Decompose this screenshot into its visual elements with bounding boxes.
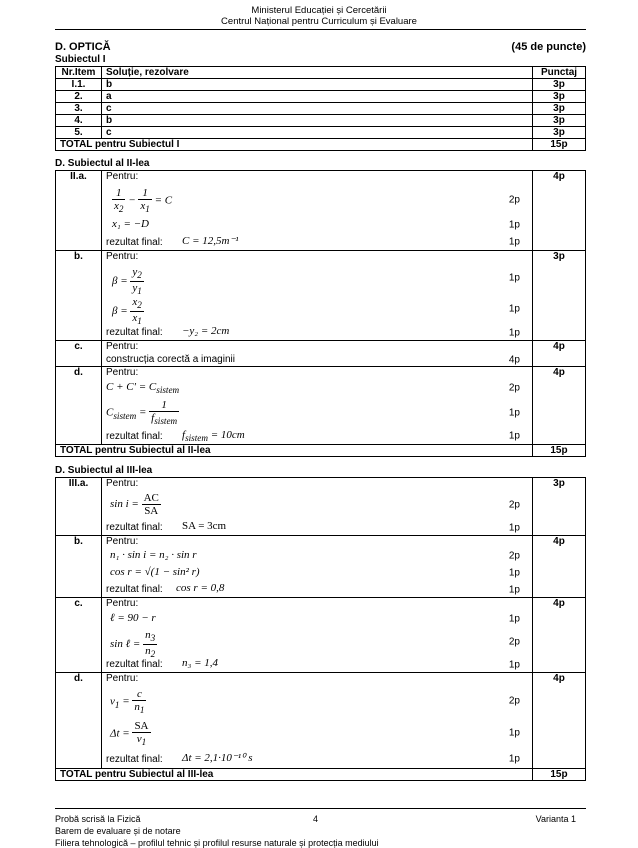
equation-line [106,548,528,564]
final-label: rezultat final: [106,237,163,248]
final-line [106,428,528,444]
equation-line: sin i = $\frac{AC}{SA}$ 2p [110,492,520,517]
section-points: (45 de puncte) [511,41,586,53]
intro-text: Pentru: [106,171,139,182]
line-points: 2p [508,695,520,707]
final-equation-rest: = 10cm [207,429,245,441]
item-points: 3p [533,251,586,341]
table-row [56,127,586,139]
line-points: 1p [508,584,520,595]
item-answer: c [102,127,533,139]
table-row [56,103,586,115]
final-line [106,749,528,768]
final-line [106,520,528,535]
intro-text: Pentru: [106,251,139,262]
table-row [56,171,586,251]
line-points: 1p [508,659,520,670]
final-label: rezultat final: [106,584,163,595]
line-points: 1p [508,303,520,315]
equation-text: ℓ = 90 − r [110,612,156,624]
item-number: 4. [56,115,102,127]
line-points: 1p [508,236,520,248]
table-row [56,367,586,445]
table-header-row [56,67,586,79]
final-subscript: sistem [185,433,208,444]
intro-text: Pentru: [106,536,139,547]
item-number: I.1. [56,79,102,91]
footer-exam-title: Probă scrisă la Fizică [55,814,141,824]
final-equation: f [182,429,186,441]
item-number: c. [56,341,102,367]
item-points: 3p [533,127,586,139]
item-points: 3p [533,103,586,115]
item-number: b. [56,251,102,341]
equation-line: sin ℓ = $\frac{n_3}{n_2}$ 2p [110,629,520,660]
item-points: 4p [533,171,586,251]
item-number: d. [56,367,102,445]
total-row [56,139,586,151]
total-points: 15p [533,445,586,457]
line-points: 1p [508,727,520,739]
item-answer: a [102,91,533,103]
solution-text: construcția corectă a imaginii [106,354,235,365]
item-number: III.a. [56,478,102,536]
text-line [106,353,528,366]
item-solution [102,251,533,341]
line-points: 1p [508,522,520,533]
equation-text: n₁ · sin i = n₂ · sin r [110,549,197,561]
table-row [56,115,586,127]
line-points: 1p [508,219,520,231]
section-title-text: D. OPTICĂ [55,41,111,53]
item-number: 5. [56,127,102,139]
header-ministry: Ministerul Educației și Cercetării [251,5,387,16]
subject3-table [55,477,586,781]
total-label: TOTAL pentru Subiectul I [56,139,533,151]
equation-line: $\frac{1}{x_2}$ − $\frac{1}{x_1}$ = C 2p [114,187,520,215]
item-solution [102,341,533,367]
item-answer: b [102,115,533,127]
final-label: rezultat final: [106,754,163,765]
item-solution [102,478,533,536]
equation-line: $C_{sistem}$ = $\frac{1}{f_{sistem}}$ 1p [106,399,520,427]
final-label: rezultat final: [106,327,163,338]
item-points: 4p [533,367,586,445]
final-line [106,234,528,250]
subject1-label: Subiectul I [55,54,106,65]
line-points: 2p [508,550,520,562]
item-solution [102,536,533,598]
line-points: 1p [508,430,520,442]
item-points: 3p [533,91,586,103]
footer-divider [55,808,586,809]
col-pts-header: Punctaj [533,67,586,79]
final-equation: cos r = 0,8 [176,582,225,594]
header-center: Centrul Național pentru Curriculum și Evaluare [221,16,417,27]
line-points: 2p [508,194,520,205]
final-equation: n₃ = 1,4 [182,657,218,669]
final-label: rezultat final: [106,659,163,670]
final-label: rezultat final: [106,431,163,442]
total-row [56,445,586,457]
final-equation: −y₂ = 2cm [182,325,230,337]
item-number: d. [56,673,102,769]
line-points: 1p [508,753,520,764]
item-number: 2. [56,91,102,103]
col-nr-header: Nr.Item [56,67,102,79]
line-points: 2p [508,636,520,648]
equation-line [106,379,528,397]
item-solution [102,673,533,769]
final-line [106,582,528,597]
total-label: TOTAL pentru Subiectul al II-lea [56,445,533,457]
total-points: 15p [533,139,586,151]
table-row [56,673,586,769]
table-row [56,341,586,367]
line-points: 1p [508,407,520,418]
final-equation: Δt = 2,1·10⁻¹⁰ s [182,752,253,764]
equation-line: β = $\frac{x_2}{x_1}$ 1p [112,296,520,327]
total-points: 15p [533,769,586,781]
table-row [56,91,586,103]
table-row [56,536,586,598]
item-solution [102,171,533,251]
item-answer: c [102,103,533,115]
final-line [106,325,528,340]
final-equation: C = 12,5m⁻¹ [182,235,239,247]
item-number: b. [56,536,102,598]
footer-variant: Varianta 1 [535,814,576,824]
equation-line: Δt = $\frac{SA}{v_1}$ 1p [110,720,520,748]
intro-text: Pentru: [106,367,139,378]
equation-text: x₁ = −D [112,218,149,230]
item-number: II.a. [56,171,102,251]
equation-text: C + C′ = C [106,381,157,393]
item-points: 4p [533,341,586,367]
item-points: 3p [533,115,586,127]
final-equation: SA = 3cm [182,520,227,532]
equation-line [106,564,528,582]
table-row [56,251,586,341]
line-points: 2p [508,382,520,394]
item-points: 4p [533,598,586,673]
line-points: 2p [508,499,520,511]
col-sol-header: Soluție, rezolvare [102,67,533,79]
footer-line-3: Filiera tehnologică – profilul tehnic și profilul resurse naturale și protecția mediului [55,838,379,848]
intro-text: Pentru: [106,478,139,489]
item-points: 4p [533,673,586,769]
section-title [55,41,586,53]
item-points: 3p [533,79,586,91]
line-points: 1p [508,613,520,624]
line-points: 1p [508,567,520,579]
item-points: 3p [533,478,586,536]
footer-line-2: Barem de evaluare și de notare [55,826,181,836]
total-label: TOTAL pentru Subiectul al III-lea [56,769,533,781]
table-row [56,478,586,536]
line-points: 1p [508,272,520,284]
equation-line [106,216,528,234]
intro-text: Pentru: [106,598,139,609]
equation-line [106,610,528,627]
item-answer: b [102,79,533,91]
item-solution [102,367,533,445]
equation-text: cos r = √(1 − sin² r) [110,566,200,578]
intro-text: Pentru: [106,341,139,352]
table-row [56,79,586,91]
footer-page-number: 4 [313,814,319,824]
item-points: 4p [533,536,586,598]
subject3-label: D. Subiectul al III-lea [55,465,153,476]
equation-line: $v_1$ = $\frac{c}{n_1}$ 2p [110,688,520,716]
subject2-table [55,170,586,457]
table-row [56,598,586,673]
item-solution [102,598,533,673]
subject1-table [55,66,586,151]
header-divider [55,29,586,30]
item-number: c. [56,598,102,673]
footer-line-1 [55,814,586,824]
subject2-label: D. Subiectul al II-lea [55,158,150,169]
line-points: 1p [508,327,520,338]
line-points: 4p [508,354,520,365]
final-line [106,657,528,672]
equation-line: β = $\frac{y_2}{y_1}$ 1p [112,266,520,297]
equation-subscript: sistem [156,385,180,396]
final-label: rezultat final: [106,522,163,533]
intro-text: Pentru: [106,673,139,684]
item-number: 3. [56,103,102,115]
total-row [56,769,586,781]
